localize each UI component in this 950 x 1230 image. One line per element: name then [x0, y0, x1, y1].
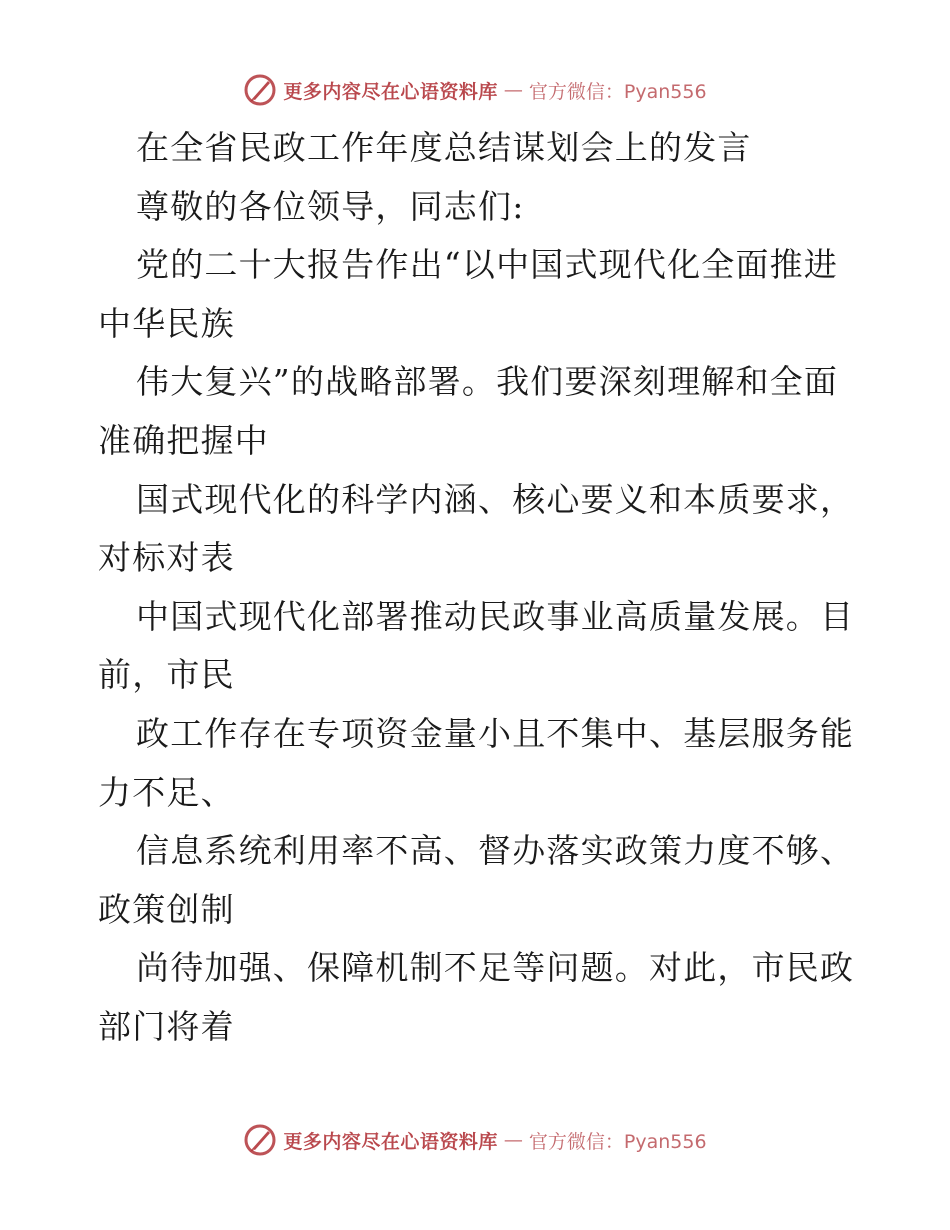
paragraph-line: 政工作存在专项资金量小且不集中、基层服务能: [136, 713, 855, 753]
paragraph-line: 政策创制: [98, 889, 235, 929]
paragraph-line: 部门将着: [98, 1006, 235, 1046]
paragraph-line: 中华民族: [98, 303, 235, 343]
paragraph-line: 力不足、: [98, 772, 235, 812]
header-dash: —: [503, 79, 523, 101]
paragraph-line: 信息系统利用率不高、督办落实政策力度不够、: [136, 831, 855, 871]
footer-watermark: [243, 1123, 706, 1157]
page-footer: [0, 1120, 950, 1160]
paragraph-line: 国式现代化的科学内涵、核心要义和本质要求，: [136, 479, 855, 519]
paragraph-line: 对标对表: [98, 538, 235, 578]
document-title: 在全省民政工作年度总结谋划会上的发言: [136, 128, 752, 167]
paragraph-line: 党的二十大报告作出“以中国式现代化全面推进: [136, 245, 839, 285]
header-brand-text: 更多内容尽在心语资料库: [283, 80, 498, 103]
salutation: 尊敬的各位领导，同志们:: [136, 186, 525, 226]
footer-wechat-text: 官方微信：Pyan556: [528, 1130, 707, 1153]
header-wechat-text: 官方微信：Pyan556: [528, 80, 707, 103]
quill-pen-logo-icon: [243, 73, 277, 107]
header-watermark: [243, 73, 706, 107]
paragraph-line: 前，市民: [98, 655, 235, 695]
document-body: [98, 119, 858, 1057]
footer-dash: —: [503, 1129, 523, 1151]
page-header: [0, 70, 950, 110]
footer-brand-text: 更多内容尽在心语资料库: [283, 1130, 498, 1153]
paragraph-line: 伟大复兴”的战略部署。我们要深刻理解和全面: [136, 362, 839, 402]
paragraph-line: 中国式现代化部署推动民政事业高质量发展。目: [136, 596, 855, 636]
quill-pen-logo-icon: [243, 1123, 277, 1157]
paragraph-line: 准确把握中: [98, 420, 269, 460]
paragraph-line: 尚待加强、保障机制不足等问题。对此，市民政: [136, 948, 855, 988]
